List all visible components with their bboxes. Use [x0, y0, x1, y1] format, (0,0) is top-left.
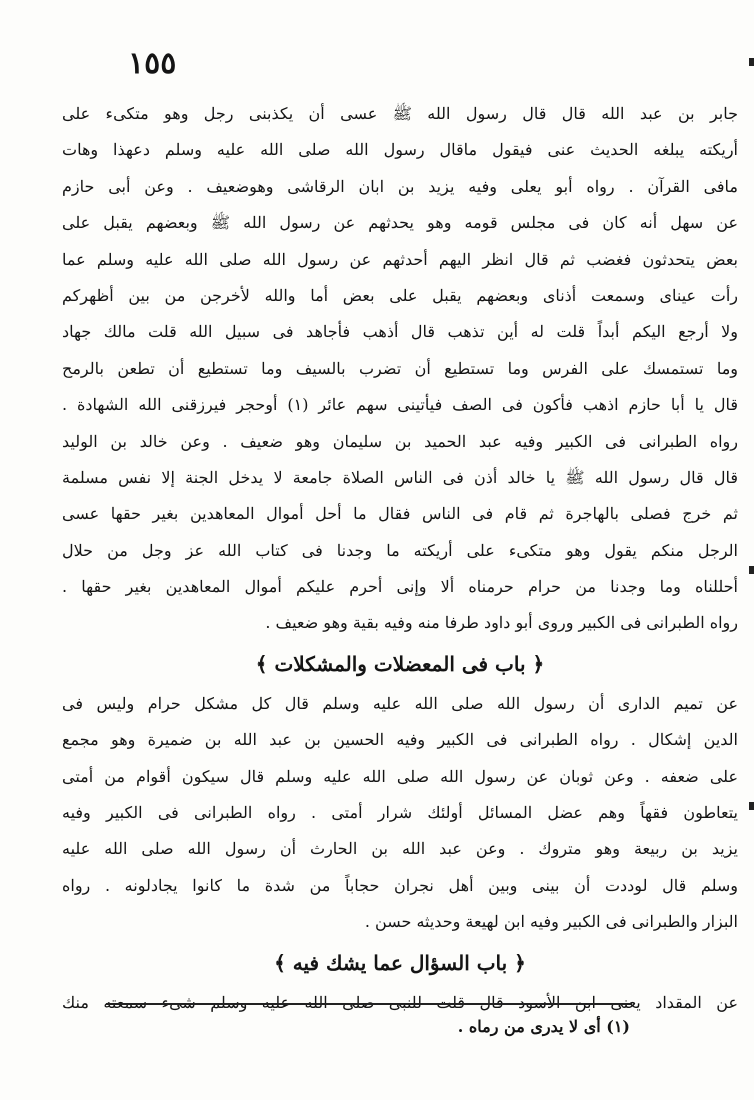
page-number: ١٥٥ — [128, 46, 177, 81]
text-line: عن المقداد يعنى ابن الأسود قال قلت للنبى صلى الله عليه وسلم شىء سمعته منك — [62, 992, 738, 1012]
text-line: أريكته يبلغه الحديث عنى فيقول ماقال رسول الله صلى الله عليه وسلم دعهذا وهات — [62, 140, 738, 160]
text-line: على ضعفه . وعن ثوبان عن رسول الله صلى الله عليه وسلم قال سيكون أقوام من أمتى — [62, 766, 738, 786]
footnote-divider — [106, 1003, 632, 1005]
main-text — [62, 96, 738, 1021]
text-line: مافى القرآن . رواه أبو يعلى وفيه يزيد بن ابان الرقاشى وهوضعيف . وعن أبى حازم — [62, 176, 738, 196]
section-heading: ﴿ باب فى المعضلات والمشكلات ﴾ — [255, 651, 545, 676]
text-line: أحللناه وما وجدنا من حرام حرمناه ألا وإنى أحرم عليكم أموال المعاهدين بغير حقها . — [62, 577, 738, 597]
section-heading: ﴿ باب السؤال عما يشك فيه ﴾ — [274, 950, 526, 975]
text-line: رأت عيناى وسمعت أذناى وبعضهم يقبل على بعض أما والله لأخرجن من بين أظهركم — [62, 285, 738, 305]
text-line: عن تميم الدارى أن رسول الله صلى الله عليه وسلم قال كل مشكل حرام وليس فى — [62, 693, 738, 713]
text-line: يتعاطون فقهاً وهم عضل المسائل أولئك شرار أمتى . رواه الطبرانى فى الكبير وفيه — [62, 803, 738, 823]
text-line: البزار والطبرانى فى الكبير وفيه ابن لهيعة وحديثه حسن . — [364, 912, 738, 932]
text-line: ولا أرجع اليكم أبداً قلت له أين تذهب قال أذهب فأجاهد فى سبيل الله قلت مالك جهاد — [62, 322, 738, 342]
text-line: ثم خرج فصلى بالهاجرة ثم قام فى الناس فقال ما أحل أموال المعاهدين بغير حقها عسى — [62, 504, 738, 524]
text-line: وسلم قال لوددت أن بينى وبين أهل نجران حجاباً من شدة ما كانوا يجادلونه . رواه — [62, 875, 738, 895]
text-line: الرجل منكم يقول وهو متكىء على أريكته ما وجدنا فى كتاب الله عز وجل من حلال — [62, 540, 738, 560]
text-line: قال قال رسول الله ﷺ يا خالد أذن فى الناس الصلاة جامعة لا يدخل الجنة إلا نفس مسلمة — [62, 467, 738, 487]
footnote: (١) أى لا يدرى من رماه . — [457, 1017, 630, 1036]
text-line: وما تستمسك على الفرس وما تستطيع أن تضرب بالسيف وما تستطيع أن تطعن بالرمح — [62, 358, 738, 378]
text-line: بعض يتحدثون فغضب ثم قال انظر اليهم أحدثهم عن رسول الله صلى الله عليه وسلم عما — [62, 249, 738, 269]
edge-mark — [749, 58, 754, 66]
edge-mark — [749, 802, 754, 810]
text-line: يزيد بن ربيعة وهو متروك . وعن عبد الله بن الحارث أن رسول الله صلى الله عليه — [62, 839, 738, 859]
text-line: جابر بن عبد الله قال قال رسول الله ﷺ عسى أن يكذبنى رجل وهو متكىء على — [62, 104, 738, 123]
text-line: عن سهل أنه كان فى مجلس قومه وهو يحدثهم عن رسول الله ﷺ وبعضهم يقبل على — [62, 213, 738, 233]
text-line: رواه الطبرانى فى الكبير وفيه عبد الحميد بن سليمان وهو ضعيف . وعن خالد بن الوليد — [62, 431, 738, 451]
text-line: قال يا أبا حازم اذهب فأكون فى الصف فيأتينى سهم عائر (١) أوحجر فيرزقنى الله الشهادة . — [62, 395, 738, 415]
edge-mark — [749, 566, 754, 574]
text-line: رواه الطبرانى فى الكبير وروى أبو داود طرفا منه وفيه بقية وهو ضعيف . — [265, 613, 738, 633]
text-line: الدين إشكال . رواه الطبرانى فى الكبير وفيه الحسين بن عبد الله بن ضميرة وهو مجمع — [62, 730, 738, 750]
